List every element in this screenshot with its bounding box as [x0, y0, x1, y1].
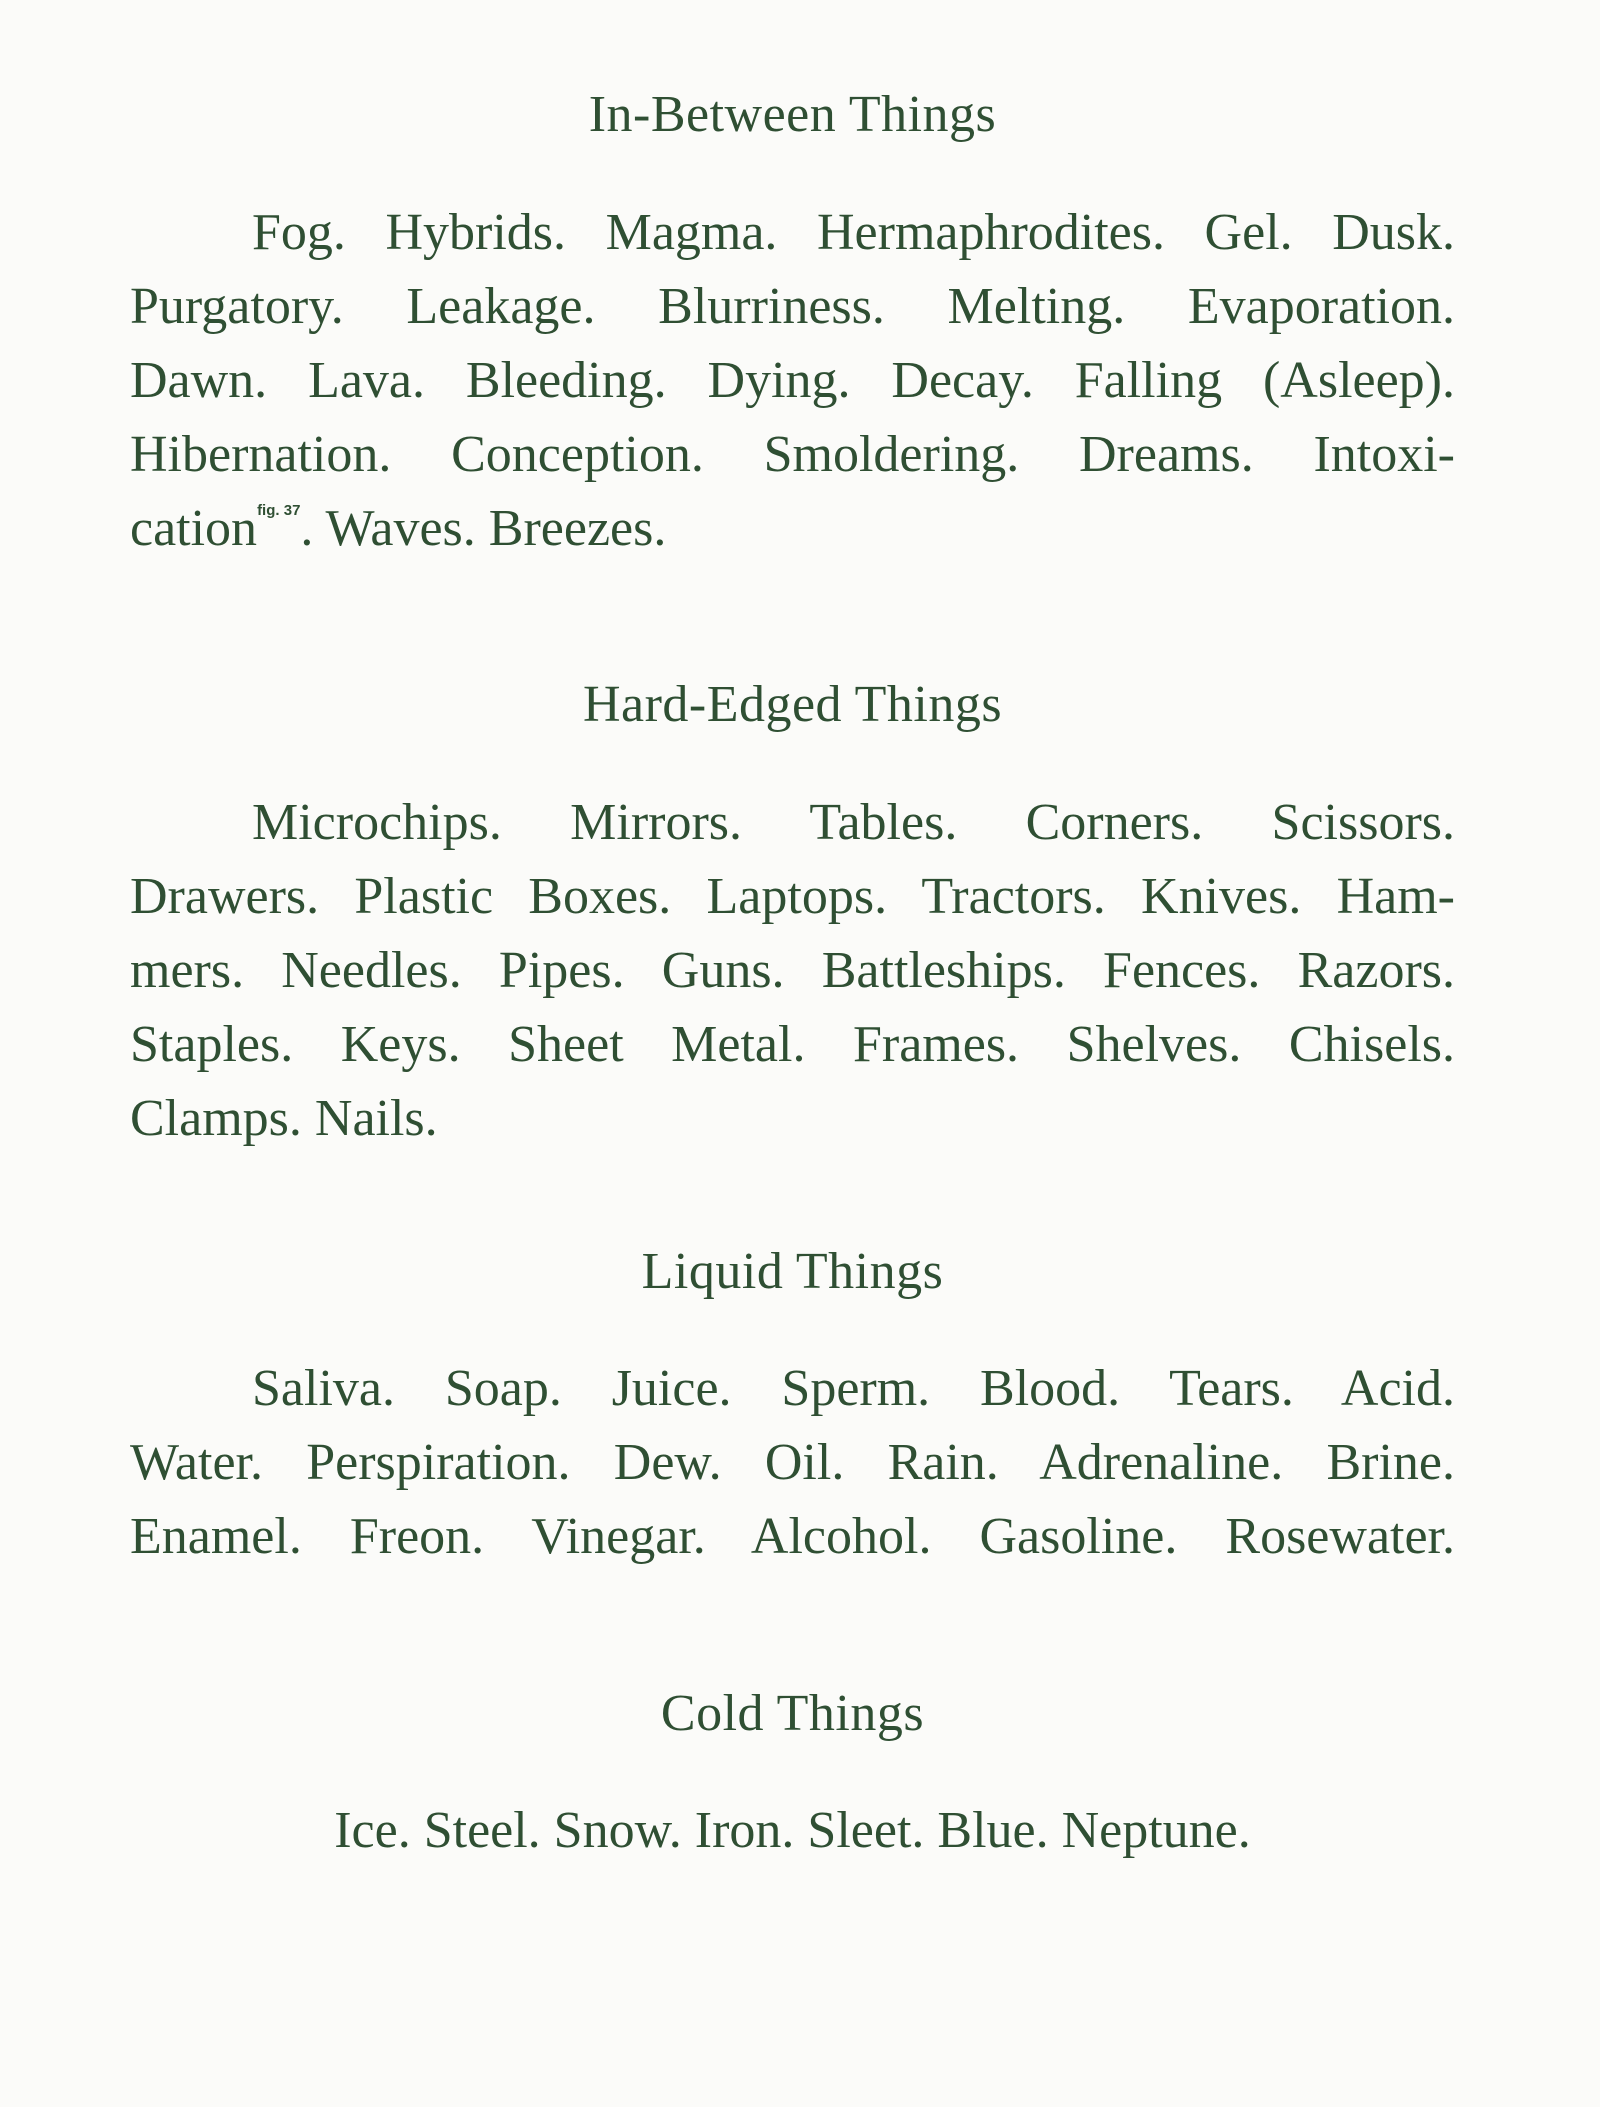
paragraph-line: Enamel. Freon. Vinegar. Alcohol. Gasoline. Rosewater. — [130, 1508, 1455, 1565]
paragraph-line: Fog. Hybrids. Magma. Hermaphrodites. Gel. Dusk. — [252, 204, 1455, 261]
line-text: . Waves. Breezes. — [300, 500, 667, 557]
paragraph-line: Saliva. Soap. Juice. Sperm. Blood. Tears. Acid. — [252, 1360, 1455, 1417]
paragraph-line — [130, 492, 1455, 566]
section-in-between-things — [130, 85, 1455, 145]
section-liquid-things — [130, 1242, 1455, 1302]
section-paragraph — [130, 1352, 1455, 1574]
paragraph-line: Water. Perspiration. Dew. Oil. Rain. Adrenaline. Brine. — [130, 1434, 1455, 1491]
paragraph-line: Hibernation. Conception. Smoldering. Dreams. Intoxi- — [130, 426, 1455, 483]
section-heading: Cold Things — [660, 1685, 925, 1742]
figure-reference: fig. 37 — [257, 502, 301, 519]
paragraph-line: Purgatory. Leakage. Blurriness. Melting. Evaporation. — [130, 278, 1455, 335]
paragraph-line: Drawers. Plastic Boxes. Laptops. Tractors. Knives. Ham- — [130, 868, 1455, 925]
paragraph-line: Microchips. Mirrors. Tables. Corners. Scissors. — [252, 794, 1455, 851]
paragraph-line: Dawn. Lava. Bleeding. Dying. Decay. Falling (Asleep). — [130, 352, 1455, 409]
section-cold-things — [130, 1684, 1455, 1744]
section-heading: Hard-Edged Things — [582, 676, 1003, 733]
paragraph-line: Staples. Keys. Sheet Metal. Frames. Shelves. Chisels. — [130, 1016, 1455, 1073]
section-heading: In-Between Things — [588, 86, 997, 143]
section-paragraph — [130, 786, 1455, 1156]
section-hard-edged-things — [130, 675, 1455, 735]
paragraph-line: Ice. Steel. Snow. Iron. Sleet. Blue. Neptune. — [334, 1802, 1251, 1859]
paragraph-line: Clamps. Nails. — [130, 1090, 438, 1147]
line-text: cation — [130, 500, 258, 557]
section-paragraph — [130, 196, 1455, 566]
section-heading: Liquid Things — [641, 1243, 944, 1300]
section-paragraph — [130, 1794, 1455, 1868]
paragraph-line: mers. Needles. Pipes. Guns. Battleships. Fences. Razors. — [130, 942, 1455, 999]
